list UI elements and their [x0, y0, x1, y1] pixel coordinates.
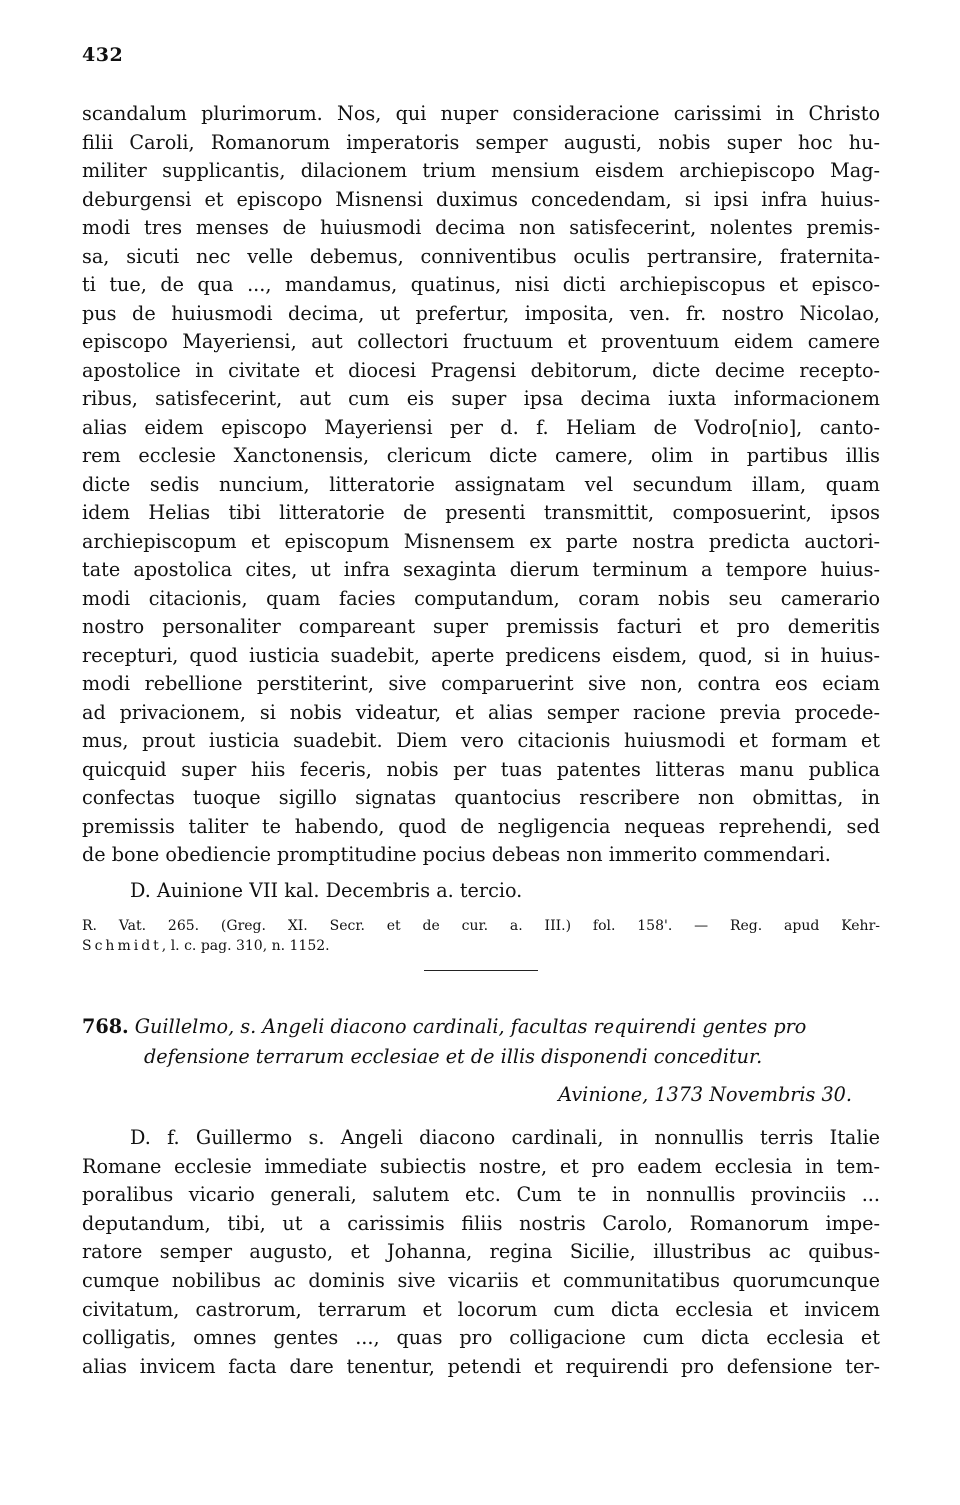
entry-title-line: defensione terrarum ecclesiae et de illis disponendi conceditur. — [144, 1045, 763, 1068]
text-line: sa, sicuti nec velle debemus, conniventibus oculis pertransire, fraternita- — [82, 244, 880, 268]
source-note-line — [82, 936, 880, 956]
text-line: tate apostolica cites, ut infra sexaginta dierum terminum a tempore huius- — [82, 558, 880, 581]
text-line: episcopo Mayeriensi, aut collectori fructuum et proventuum eidem camere — [82, 330, 880, 353]
text-line: deburgensi et episcopo Misnensi duximus concedendam, si ipsi infra huius- — [82, 187, 880, 211]
text-line: recepturi, quod iusticia suadebit, aperte predicens eisdem, quod, si in huius- — [82, 643, 880, 667]
text-line: de bone obediencie promptitudine pocius debeas non immerito commendari. — [82, 843, 831, 866]
text-line: alias eidem episcopo Mayeriensi per d. f. Heliam de Vodro[nio], canto- — [82, 415, 880, 439]
text-line: dicte sedis nuncium, litteratorie assignatam vel secundum illam, quam — [82, 472, 880, 496]
text-line: idem Helias tibi litteratorie de presenti transmittit, composuerint, ipsos — [82, 501, 880, 524]
text-line: D. f. Guillermo s. Angeli diacono cardinali, in nonnullis terris Italie — [130, 1126, 880, 1149]
entry-heading — [82, 1012, 880, 1072]
text-line: modi citacionis, quam facies computandum, coram nobis seu camerario — [82, 586, 880, 610]
entry-title-text: Guillelmo, s. Angeli diacono cardinali, facultas requirendi gentes pro — [134, 1015, 807, 1038]
entry-number: 768. — [82, 1015, 129, 1038]
text-line: nostro personaliter compareant super premissis facturi et pro demeritis — [82, 615, 880, 638]
text-line: ad privacionem, si nobis videatur, et alias semper racione previa procede- — [82, 700, 880, 724]
text-line: quicquid super hiis feceris, nobis per tuas patentes litteras manu publica — [82, 757, 880, 781]
text-line: filii Caroli, Romanorum imperatoris semper augusti, nobis super hoc hu- — [82, 130, 880, 154]
text-line: poralibus vicario generali, salutem etc. Cum te in nonnullis provinciis ... — [82, 1183, 880, 1207]
text-line: cumque nobilibus ac dominis sive vicariis et communitatibus quorumcunque — [82, 1268, 880, 1292]
text-line: Romane ecclesie immediate subiectis nostre, et pro eadem ecclesia in tem- — [82, 1154, 880, 1178]
text-line: modi tres menses de huiusmodi decima non satisfecerint, nolentes premis- — [82, 216, 880, 239]
text-line: modi rebellione perstiterint, sive comparuerint sive non, contra eos eciam — [82, 672, 880, 695]
text-line: civitatum, castrorum, terrarum et locorum cum dicta ecclesia et invicem — [82, 1297, 880, 1321]
source-note-line: R. Vat. 265. (Greg. XI. Secr. et de cur. a. III.) fol. 158'. — Reg. apud Kehr- — [82, 918, 880, 934]
text-line: deputandum, tibi, ut a carissimis filiis nostris Carolo, Romanorum impe- — [82, 1211, 880, 1235]
entry-title — [82, 1012, 880, 1072]
source-author: Schmidt — [82, 938, 162, 954]
text-line: archiepiscopum et episcopum Misnensem ex parte nostra predicta auctori- — [82, 529, 880, 553]
text-line: pus de huiusmodi decima, ut prefertur, imposita, ven. fr. nostro Nicolao, — [82, 301, 880, 325]
entry-title-line — [82, 1012, 880, 1042]
main-text-block — [82, 100, 880, 870]
text-line: mus, prout iusticia suadebit. Diem vero citacionis huiusmodi et formam et — [82, 729, 880, 752]
entry-text-block — [82, 1124, 880, 1381]
source-citation: , l. c. pag. 310, n. 1152. — [161, 938, 330, 954]
text-line: ti tue, de qua ..., mandamus, quatinus, nisi dicti archiepiscopus et episco- — [82, 273, 880, 296]
dateline: D. Auinione VII kal. Decembris a. tercio. — [130, 879, 523, 902]
page-number: 432 — [82, 44, 124, 66]
text-line: ratore semper augusto, et Johanna, regina Sicilie, illustribus ac quibus- — [82, 1240, 880, 1264]
section-divider — [424, 970, 538, 971]
text-line: confectas tuoque sigillo signatas quantocius rescribere non obmittas, in — [82, 786, 880, 809]
entry-place-date: Avinione, 1373 Novembris 30. — [558, 1083, 852, 1106]
text-line: rem ecclesie Xanctonensis, clericum dicte camere, olim in partibus illis — [82, 444, 880, 467]
text-line: scandalum plurimorum. Nos, qui nuper consideracione carissimi in Christo — [82, 102, 880, 125]
text-line: colligatis, omnes gentes ..., quas pro colligacione cum dicta ecclesia et — [82, 1326, 880, 1350]
text-line: premissis taliter te habendo, quod de negligencia nequeas reprehendi, sed — [82, 814, 880, 838]
text-line: militer supplicantis, dilacionem trium mensium eisdem archiepiscopo Mag- — [82, 159, 880, 182]
source-note — [82, 916, 880, 956]
text-line: alias invicem facta dare tenentur, petendi et requirendi pro defensione ter- — [82, 1354, 880, 1378]
text-line: apostolice in civitate et diocesi Pragensi debitorum, dicte decime recepto- — [82, 358, 880, 382]
text-line: ribus, satisfecerint, aut cum eis super ipsa decima iuxta informacionem — [82, 387, 880, 410]
